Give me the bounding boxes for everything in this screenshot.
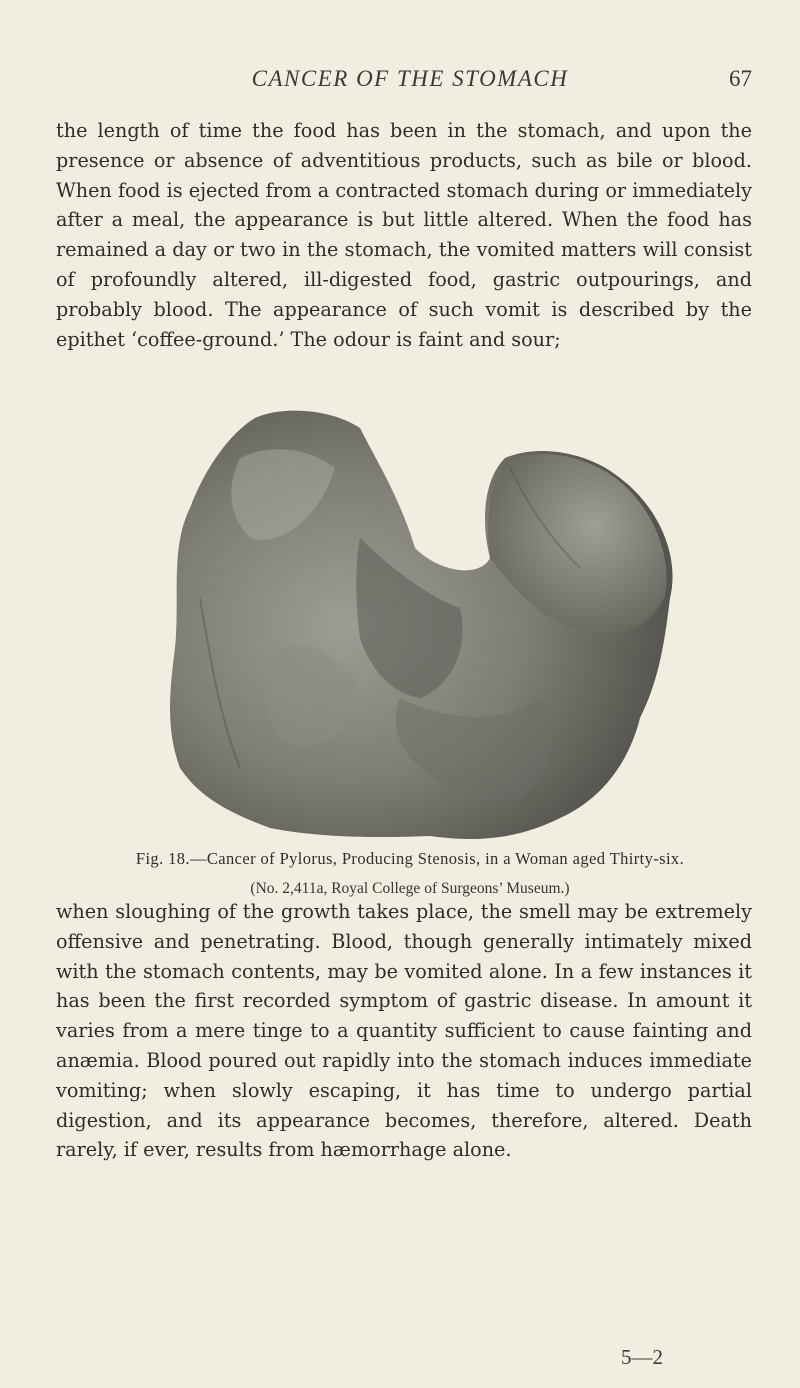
page-number: 67 xyxy=(729,66,752,91)
figure-source: (No. 2,411a, Royal College of Surgeons’ Museum.) xyxy=(250,880,570,897)
running-title: CANCER OF THE STOMACH xyxy=(251,66,569,91)
figure-caption: Fig. 18.—Cancer of Pylorus, Producing Stenosis, in a Woman aged Thirty-six. xyxy=(135,849,685,868)
stomach-specimen-image xyxy=(160,398,686,850)
running-header xyxy=(60,66,760,100)
signature-mark: 5—2 xyxy=(621,1345,663,1369)
paragraph-top: the length of time the food has been in the stomach, and upon the presence or absence of adventitious products, such as bile or blood. When food is ejected from a contracted stomach during or immediately after a meal, the appearance is but little altered. When the food has remained a day or two in the stomach, the vomited matters will consist of profoundly altered, ill-digested food, gastric outpourings, and probably blood. The appearance of such vomit is described by the epithet ‘coffee-ground.’ The odour is faint and sour; xyxy=(56,119,752,351)
paragraph-bottom: when sloughing of the growth takes place, the smell may be extremely offensive and penetrating. Blood, though generally intimately mixed with the stomach contents, may be vomited alone. In a few instances it has been the first recorded symptom of gastric disease. In amount it varies from a mere tinge to a quantity sufficient to cause fainting and anæmia. Blood poured out rapidly into the stomach induces immediate vomiting; when slowly escaping, it has time to undergo partial digestion, and its appearance becomes, therefore, altered. Death rarely, if ever, results from hæmorrhage alone. xyxy=(56,900,752,1162)
